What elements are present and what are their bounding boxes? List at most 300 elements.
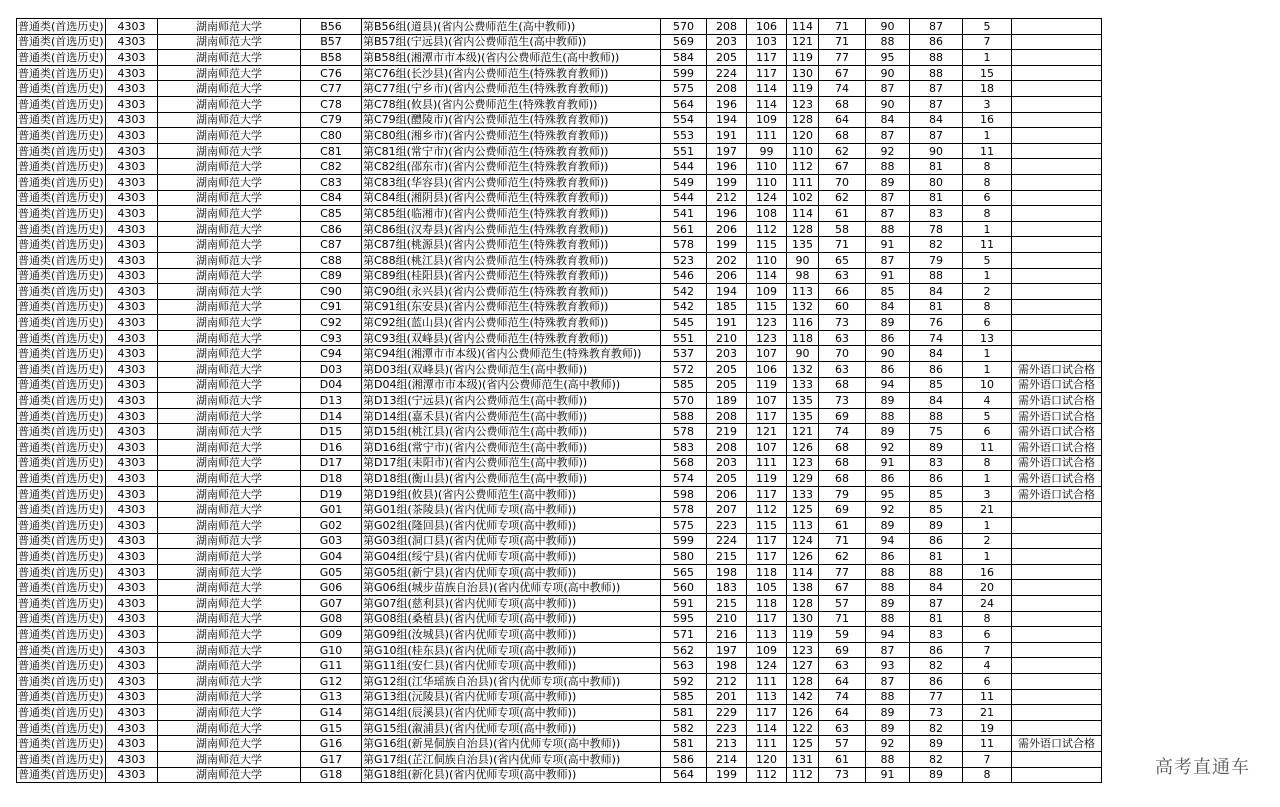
table-row [17,112,1280,128]
cell-score-math: 118 [747,595,787,611]
cell-score-chinese: 197 [707,642,747,658]
cell-school-code: 4303 [106,720,158,736]
cell-category: 普通类(首选历史) [18,440,104,454]
cell-school-code: 4303 [106,502,158,518]
cell-min-score: 580 [661,549,707,565]
cell-category: 普通类(首选历史) [18,331,104,345]
cell-min-score: 551 [661,330,707,346]
cell-min-score: 568 [661,455,707,471]
cell-score-chinese: 205 [707,471,747,487]
cell-school-code: 4303 [106,174,158,190]
cell-score-chinese: 205 [707,50,747,66]
cell-score-english: 90 [866,19,910,35]
cell-score-subject: 71 [819,34,866,50]
cell-min-score: 542 [661,299,707,315]
cell-score-subject: 63 [819,330,866,346]
cell-group-code: C80 [301,128,362,144]
cell-school-name: 湖南师范大学 [158,564,301,580]
cell-score-english: 84 [866,112,910,128]
cell-score-chinese: 197 [707,143,747,159]
cell-score-history: 121 [787,424,819,440]
cell-remark: 需外语口试合格 [1012,424,1102,440]
cell-empty [1102,720,1280,736]
cell-quota: 11 [963,440,1012,456]
cell-school-name: 湖南师范大学 [158,65,301,81]
cell-school-name: 湖南师范大学 [158,736,301,752]
cell-category: 普通类(首选历史) [18,659,104,673]
cell-quota: 21 [963,705,1012,721]
cell-score-history: 128 [787,673,819,689]
cell-group-name: 第C79组(醴陵市)(省内公费师范生(特殊教育教师)) [362,112,661,128]
cell-group-name: 第G06组(城步苗族自治县)(省内优师专项(高中教师)) [362,580,661,596]
cell-category: 普通类(首选历史) [18,19,104,33]
table-row [17,362,1280,378]
cell-group-code: C89 [301,268,362,284]
cell-school-code: 4303 [106,50,158,66]
cell-score-english: 84 [866,299,910,315]
cell-group-code: D13 [301,393,362,409]
cell-group-name: 第D14组(嘉禾县)(省内公费师范生(高中教师)) [362,408,661,424]
cell-group-name: 第C78组(攸县)(省内公费师范生(特殊教育教师)) [362,96,661,112]
cell-group-code: G09 [301,627,362,643]
cell-score-math: 108 [747,206,787,222]
cell-school-name: 湖南师范大学 [158,284,301,300]
cell-quota: 4 [963,393,1012,409]
cell-score-english: 92 [866,502,910,518]
cell-empty [1102,627,1280,643]
table-row [17,549,1280,565]
cell-score-history: 131 [787,751,819,767]
cell-category: 普通类(首选历史) [18,50,104,64]
cell-group-code: G18 [301,767,362,783]
cell-category: 普通类(首选历史) [18,737,104,751]
cell-score-other: 81 [910,611,963,627]
cell-group-name: 第C89组(桂阳县)(省内公费师范生(特殊教育教师)) [362,268,661,284]
cell-group-name: 第G11组(安仁县)(省内优师专项(高中教师)) [362,658,661,674]
cell-category: 普通类(首选历史) [18,581,104,595]
cell-min-score: 599 [661,533,707,549]
cell-score-english: 86 [866,362,910,378]
cell-min-score: 542 [661,284,707,300]
cell-remark [1012,81,1102,97]
cell-school-name: 湖南师范大学 [158,377,301,393]
cell-remark [1012,767,1102,783]
table-row [17,393,1280,409]
cell-remark [1012,128,1102,144]
cell-min-score: 570 [661,19,707,35]
cell-school-name: 湖南师范大学 [158,96,301,112]
cell-score-other: 82 [910,237,963,253]
cell-group-name: 第D19组(攸县)(省内公费师范生(高中教师)) [362,486,661,502]
cell-remark [1012,159,1102,175]
cell-remark [1012,720,1102,736]
cell-score-subject: 74 [819,689,866,705]
cell-score-english: 87 [866,128,910,144]
cell-score-history: 102 [787,190,819,206]
cell-group-name: 第G02组(隆回县)(省内优师专项(高中教师)) [362,518,661,534]
watermark-text: 高考直通车 [1155,757,1250,778]
cell-group-name: 第G16组(新晃侗族自治县)(省内优师专项(高中教师)) [362,736,661,752]
cell-score-english: 92 [866,143,910,159]
cell-score-other: 75 [910,424,963,440]
table-row [17,689,1280,705]
cell-min-score: 563 [661,658,707,674]
cell-score-english: 91 [866,237,910,253]
cell-score-math: 107 [747,440,787,456]
cell-min-score: 598 [661,486,707,502]
cell-score-other: 78 [910,221,963,237]
cell-score-english: 87 [866,252,910,268]
cell-school-code: 4303 [106,440,158,456]
cell-school-name: 湖南师范大学 [158,408,301,424]
cell-score-other: 85 [910,486,963,502]
cell-remark [1012,705,1102,721]
cell-score-math: 110 [747,159,787,175]
cell-min-score: 581 [661,736,707,752]
cell-min-score: 565 [661,564,707,580]
cell-remark [1012,595,1102,611]
cell-group-name: 第G17组(芷江侗族自治县)(省内优师专项(高中教师)) [362,751,661,767]
cell-group-name: 第D16组(常宁市)(省内公费师范生(高中教师)) [362,440,661,456]
cell-empty [1102,393,1280,409]
cell-group-code: D04 [301,377,362,393]
cell-group-name: 第G15组(溆浦县)(省内优师专项(高中教师)) [362,720,661,736]
cell-score-subject: 74 [819,81,866,97]
cell-min-score: 541 [661,206,707,222]
cell-score-subject: 58 [819,221,866,237]
cell-empty [1102,408,1280,424]
cell-quota: 1 [963,221,1012,237]
cell-score-english: 87 [866,81,910,97]
cell-school-code: 4303 [106,377,158,393]
admission-table [16,18,1280,783]
table-row [17,720,1280,736]
cell-quota: 10 [963,377,1012,393]
cell-category: 普通类(首选历史) [18,238,104,252]
cell-score-subject: 62 [819,190,866,206]
cell-category: 普通类(首选历史) [18,627,104,641]
cell-score-chinese: 210 [707,330,747,346]
cell-school-code: 4303 [106,736,158,752]
cell-score-subject: 68 [819,377,866,393]
cell-remark [1012,284,1102,300]
cell-score-history: 113 [787,518,819,534]
cell-group-code: D19 [301,486,362,502]
table-row [17,658,1280,674]
cell-remark [1012,143,1102,159]
table-row [17,486,1280,502]
cell-score-other: 89 [910,736,963,752]
cell-category: 普通类(首选历史) [18,565,104,579]
cell-min-score: 523 [661,252,707,268]
cell-school-code: 4303 [106,611,158,627]
cell-empty [1102,50,1280,66]
cell-score-other: 74 [910,330,963,346]
cell-score-other: 89 [910,518,963,534]
cell-score-math: 121 [747,424,787,440]
cell-score-english: 88 [866,689,910,705]
cell-school-name: 湖南师范大学 [158,268,301,284]
cell-group-code: G07 [301,595,362,611]
cell-empty [1102,564,1280,580]
cell-score-subject: 62 [819,549,866,565]
cell-score-english: 86 [866,549,910,565]
cell-score-english: 90 [866,96,910,112]
cell-quota: 8 [963,767,1012,783]
cell-school-code: 4303 [106,580,158,596]
cell-score-math: 107 [747,393,787,409]
cell-min-score: 584 [661,50,707,66]
cell-min-score: 537 [661,346,707,362]
cell-school-code: 4303 [106,221,158,237]
cell-score-subject: 71 [819,611,866,627]
cell-score-history: 114 [787,206,819,222]
cell-group-name: 第B56组(道县)(省内公费师范生(高中教师)) [362,19,661,35]
cell-score-history: 114 [787,19,819,35]
cell-empty [1102,143,1280,159]
cell-score-math: 107 [747,346,787,362]
cell-score-other: 84 [910,580,963,596]
cell-score-math: 113 [747,627,787,643]
cell-score-chinese: 223 [707,720,747,736]
cell-score-history: 135 [787,408,819,424]
cell-min-score: 545 [661,315,707,331]
cell-school-code: 4303 [106,346,158,362]
cell-min-score: 546 [661,268,707,284]
cell-empty [1102,346,1280,362]
cell-group-code: C93 [301,330,362,346]
cell-group-name: 第C92组(蓝山县)(省内公费师范生(特殊教育教师)) [362,315,661,331]
cell-score-english: 93 [866,658,910,674]
cell-score-chinese: 229 [707,705,747,721]
cell-remark: 需外语口试合格 [1012,440,1102,456]
table-row [17,455,1280,471]
cell-score-subject: 67 [819,580,866,596]
cell-score-english: 90 [866,65,910,81]
cell-score-math: 111 [747,128,787,144]
cell-score-subject: 74 [819,424,866,440]
cell-group-name: 第D17组(耒阳市)(省内公费师范生(高中教师)) [362,455,661,471]
cell-score-history: 128 [787,112,819,128]
cell-remark [1012,549,1102,565]
cell-score-other: 88 [910,564,963,580]
cell-score-english: 88 [866,564,910,580]
cell-score-english: 89 [866,518,910,534]
cell-group-name: 第G01组(茶陵县)(省内优师专项(高中教师)) [362,502,661,518]
cell-score-english: 91 [866,455,910,471]
cell-group-code: D16 [301,440,362,456]
cell-school-name: 湖南师范大学 [158,689,301,705]
cell-min-score: 562 [661,642,707,658]
cell-score-math: 117 [747,533,787,549]
cell-group-code: C92 [301,315,362,331]
cell-quota: 5 [963,19,1012,35]
cell-school-name: 湖南师范大学 [158,159,301,175]
cell-quota: 5 [963,408,1012,424]
cell-score-math: 123 [747,330,787,346]
cell-school-name: 湖南师范大学 [158,237,301,253]
cell-group-code: C79 [301,112,362,128]
cell-school-name: 湖南师范大学 [158,424,301,440]
cell-group-code: C85 [301,206,362,222]
cell-min-score: 570 [661,393,707,409]
cell-min-score: 544 [661,159,707,175]
cell-score-math: 109 [747,642,787,658]
table-row [17,190,1280,206]
cell-score-chinese: 207 [707,502,747,518]
cell-score-other: 84 [910,284,963,300]
cell-min-score: 595 [661,611,707,627]
cell-group-code: G17 [301,751,362,767]
cell-group-name: 第C93组(双峰县)(省内公费师范生(特殊教育教师)) [362,330,661,346]
cell-min-score: 578 [661,237,707,253]
cell-score-history: 142 [787,689,819,705]
cell-empty [1102,502,1280,518]
cell-empty [1102,128,1280,144]
cell-category: 普通类(首选历史) [18,191,104,205]
cell-score-other: 81 [910,549,963,565]
cell-score-math: 112 [747,221,787,237]
cell-min-score: 560 [661,580,707,596]
cell-group-code: G08 [301,611,362,627]
cell-score-chinese: 191 [707,128,747,144]
cell-school-name: 湖南师范大学 [158,627,301,643]
cell-remark [1012,580,1102,596]
cell-quota: 6 [963,190,1012,206]
cell-score-history: 90 [787,252,819,268]
cell-score-math: 119 [747,471,787,487]
cell-category: 普通类(首选历史) [18,66,104,80]
cell-score-history: 130 [787,65,819,81]
cell-category: 普通类(首选历史) [18,456,104,470]
cell-remark [1012,346,1102,362]
cell-score-subject: 61 [819,751,866,767]
cell-group-name: 第C91组(东安县)(省内公费师范生(特殊教育教师)) [362,299,661,315]
cell-score-chinese: 203 [707,455,747,471]
cell-remark [1012,252,1102,268]
cell-school-name: 湖南师范大学 [158,658,301,674]
cell-remark [1012,751,1102,767]
cell-score-math: 110 [747,174,787,190]
cell-min-score: 571 [661,627,707,643]
cell-score-math: 103 [747,34,787,50]
cell-score-history: 119 [787,627,819,643]
cell-score-other: 77 [910,689,963,705]
cell-score-chinese: 212 [707,673,747,689]
cell-group-name: 第C88组(桃江县)(省内公费师范生(特殊教育教师)) [362,252,661,268]
table-row [17,751,1280,767]
cell-remark [1012,50,1102,66]
cell-category: 普通类(首选历史) [18,768,104,782]
cell-score-subject: 63 [819,362,866,378]
cell-score-math: 114 [747,268,787,284]
cell-score-english: 86 [866,471,910,487]
cell-group-name: 第G09组(汝城县)(省内优师专项(高中教师)) [362,627,661,643]
cell-min-score: 578 [661,502,707,518]
cell-min-score: 575 [661,81,707,97]
table-row [17,408,1280,424]
cell-min-score: 561 [661,221,707,237]
cell-min-score: 591 [661,595,707,611]
admission-table-sheet [16,18,1280,783]
cell-score-subject: 64 [819,112,866,128]
cell-score-english: 87 [866,206,910,222]
cell-score-english: 88 [866,221,910,237]
cell-school-name: 湖南师范大学 [158,50,301,66]
cell-empty [1102,299,1280,315]
cell-empty [1102,642,1280,658]
cell-empty [1102,471,1280,487]
cell-score-history: 135 [787,393,819,409]
cell-quota: 8 [963,159,1012,175]
cell-category: 普通类(首选历史) [18,175,104,189]
cell-score-subject: 62 [819,143,866,159]
cell-school-code: 4303 [106,315,158,331]
cell-quota: 8 [963,611,1012,627]
cell-score-other: 86 [910,471,963,487]
cell-score-math: 124 [747,658,787,674]
cell-score-history: 113 [787,284,819,300]
cell-remark [1012,533,1102,549]
cell-group-name: 第C76组(长沙县)(省内公费师范生(特殊教育教师)) [362,65,661,81]
cell-group-code: C90 [301,284,362,300]
cell-score-history: 126 [787,440,819,456]
cell-category: 普通类(首选历史) [18,596,104,610]
cell-school-name: 湖南师范大学 [158,720,301,736]
cell-score-other: 84 [910,112,963,128]
cell-group-code: C84 [301,190,362,206]
cell-group-code: G10 [301,642,362,658]
cell-empty [1102,190,1280,206]
cell-score-other: 83 [910,455,963,471]
cell-quota: 16 [963,564,1012,580]
cell-score-subject: 71 [819,237,866,253]
cell-school-code: 4303 [106,65,158,81]
cell-category: 普通类(首选历史) [18,643,104,657]
cell-group-code: G16 [301,736,362,752]
cell-school-code: 4303 [106,767,158,783]
cell-min-score: 564 [661,767,707,783]
cell-score-history: 120 [787,128,819,144]
table-row [17,96,1280,112]
cell-category: 普通类(首选历史) [18,160,104,174]
cell-score-english: 89 [866,595,910,611]
cell-remark: 需外语口试合格 [1012,377,1102,393]
cell-remark [1012,19,1102,35]
cell-group-code: C78 [301,96,362,112]
cell-school-name: 湖南师范大学 [158,362,301,378]
cell-score-math: 106 [747,19,787,35]
cell-school-code: 4303 [106,408,158,424]
cell-score-english: 94 [866,627,910,643]
cell-score-other: 79 [910,252,963,268]
cell-empty [1102,611,1280,627]
cell-score-other: 89 [910,440,963,456]
cell-empty [1102,362,1280,378]
cell-remark: 需外语口试合格 [1012,471,1102,487]
cell-group-name: 第B57组(宁远县)(省内公费师范生(高中教师)) [362,34,661,50]
cell-school-name: 湖南师范大学 [158,221,301,237]
cell-empty [1102,736,1280,752]
cell-score-english: 86 [866,330,910,346]
cell-score-other: 86 [910,34,963,50]
cell-group-name: 第D13组(宁远县)(省内公费师范生(高中教师)) [362,393,661,409]
cell-min-score: 581 [661,705,707,721]
cell-quota: 1 [963,518,1012,534]
cell-score-math: 123 [747,315,787,331]
cell-group-name: 第D15组(桃江县)(省内公费师范生(高中教师)) [362,424,661,440]
cell-remark [1012,502,1102,518]
